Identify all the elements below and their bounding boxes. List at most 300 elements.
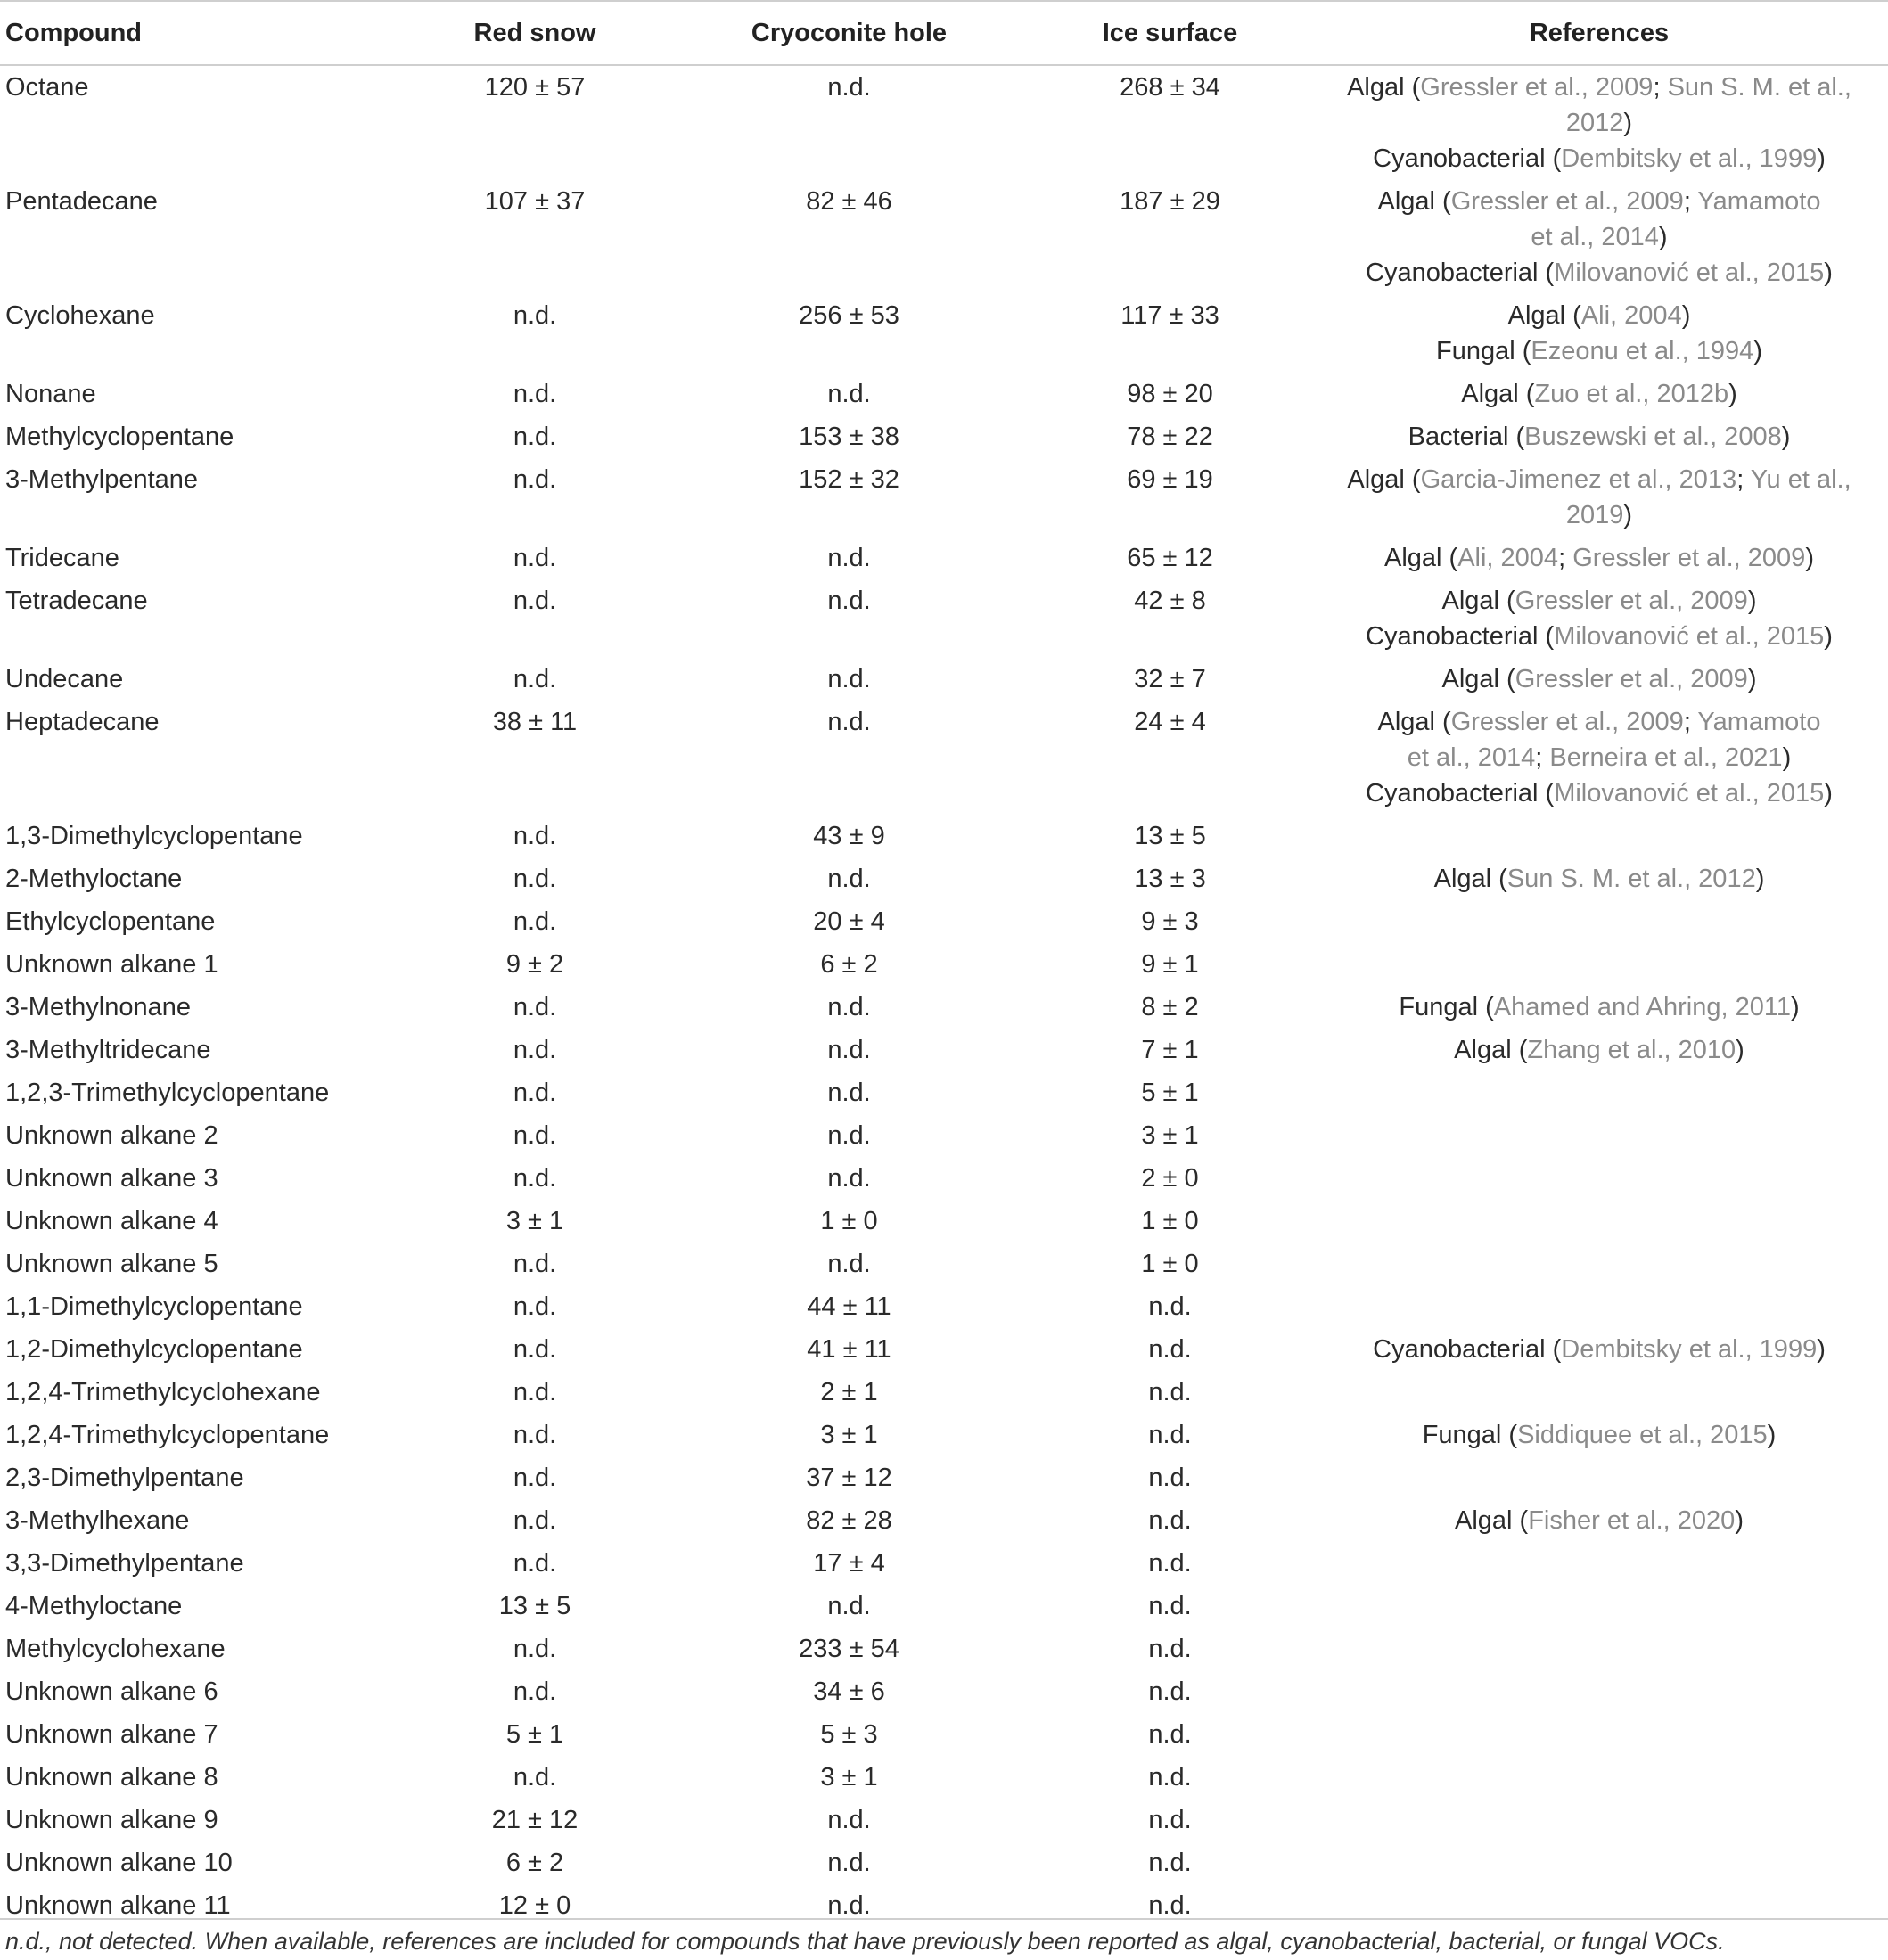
table-row — [0, 815, 1888, 857]
cell-cryoconite-hole: 17 ± 4 — [813, 1549, 885, 1578]
cell-red-snow: n.d. — [513, 1549, 557, 1578]
footnote: n.d., not detected. When available, references are included for compounds that have previously been reported as algal, cyanobacterial, bacterial, or fungal VOCs. — [5, 1928, 1725, 1955]
cell-cryoconite-hole: 6 ± 2 — [820, 950, 878, 979]
cell-ice-surface: n.d. — [1148, 1378, 1192, 1406]
reference-text: Algal ( — [1507, 301, 1581, 330]
reference-line — [1310, 861, 1888, 897]
reference-text: ; — [1683, 187, 1698, 216]
table-row — [0, 1542, 1888, 1585]
cell-ice-surface: n.d. — [1148, 1549, 1192, 1578]
cell-red-snow: n.d. — [513, 865, 557, 893]
cell-references — [1310, 857, 1888, 900]
reference-line — [1310, 540, 1888, 576]
cell-compound: 1,2-Dimethylcyclopentane — [5, 1335, 303, 1364]
cell-cryoconite-hole: 37 ± 12 — [806, 1464, 892, 1492]
citation-link[interactable]: Buszewski et al., 2008 — [1524, 422, 1782, 451]
cell-red-snow: 9 ± 2 — [505, 950, 564, 979]
reference-text: ) — [1681, 301, 1691, 330]
reference-text: ) — [1747, 665, 1757, 693]
cell-ice-surface: 13 ± 3 — [1134, 865, 1206, 893]
citation-link[interactable]: Siddiquee et al., 2015 — [1517, 1421, 1768, 1449]
reference-text: ) — [1805, 544, 1814, 572]
cell-cryoconite-hole: 1 ± 0 — [820, 1207, 878, 1235]
cell-red-snow: n.d. — [513, 822, 557, 850]
table-row — [0, 900, 1888, 943]
citation-link[interactable]: Ezeonu et al., 1994 — [1531, 337, 1754, 365]
table-row — [0, 943, 1888, 986]
reference-line — [1310, 775, 1888, 811]
cell-ice-surface: 13 ± 5 — [1134, 822, 1206, 850]
cell-compound: Unknown alkane 5 — [5, 1250, 218, 1278]
cell-compound: Unknown alkane 3 — [5, 1164, 218, 1193]
cell-cryoconite-hole: 152 ± 32 — [799, 465, 899, 494]
cell-ice-surface: 69 ± 19 — [1127, 465, 1213, 494]
citation-link[interactable]: et al., 2014 — [1531, 223, 1659, 251]
cell-references — [1310, 294, 1888, 373]
cell-references — [1310, 458, 1888, 537]
cell-references — [1310, 1414, 1888, 1456]
cell-cryoconite-hole: n.d. — [827, 544, 871, 572]
citation-link[interactable]: Fisher et al., 2020 — [1528, 1506, 1736, 1535]
cell-red-snow: n.d. — [513, 1292, 557, 1321]
citation-link[interactable]: Zhang et al., 2010 — [1527, 1036, 1736, 1064]
reference-text: Algal ( — [1377, 187, 1451, 216]
cell-references — [1310, 180, 1888, 294]
cell-compound: Unknown alkane 9 — [5, 1806, 218, 1834]
cell-references — [1310, 1628, 1888, 1670]
table-row — [0, 180, 1888, 294]
reference-text: ) — [1790, 993, 1800, 1021]
cell-references — [1310, 1371, 1888, 1414]
cell-ice-surface: n.d. — [1148, 1677, 1192, 1706]
cell-ice-surface: 32 ± 7 — [1134, 665, 1206, 693]
cell-ice-surface: 2 ± 0 — [1141, 1164, 1199, 1193]
table-row — [0, 1029, 1888, 1071]
table-row — [0, 1114, 1888, 1157]
cell-ice-surface: 24 ± 4 — [1134, 708, 1206, 736]
table-row — [0, 1456, 1888, 1499]
table-row — [0, 1071, 1888, 1114]
citation-link[interactable]: Milovanović et al., 2015 — [1554, 779, 1825, 808]
cell-ice-surface: 117 ± 33 — [1120, 301, 1219, 330]
citation-link[interactable]: Gressler et al., 2009 — [1515, 665, 1748, 693]
cell-red-snow: n.d. — [513, 1677, 557, 1706]
cell-compound: Nonane — [5, 380, 96, 408]
cell-references — [1310, 1499, 1888, 1542]
cell-red-snow: 107 ± 37 — [484, 187, 586, 216]
cell-red-snow: n.d. — [513, 380, 557, 408]
cell-red-snow: n.d. — [513, 1078, 557, 1107]
cell-references — [1310, 1799, 1888, 1841]
cell-compound: 2-Methyloctane — [5, 865, 183, 893]
table-row — [0, 415, 1888, 458]
reference-line — [1310, 141, 1888, 176]
citation-link[interactable]: Ali, 2004 — [1457, 544, 1559, 572]
reference-line — [1310, 740, 1888, 775]
reference-text: Cyanobacterial ( — [1373, 1335, 1562, 1364]
cell-cryoconite-hole: n.d. — [827, 73, 871, 102]
reference-text: ) — [1755, 865, 1765, 893]
reference-text: Algal ( — [1384, 544, 1458, 572]
table-row — [0, 658, 1888, 701]
reference-text: ) — [1753, 337, 1762, 365]
cell-ice-surface: 8 ± 2 — [1141, 993, 1199, 1021]
reference-text: Fungal ( — [1436, 337, 1531, 365]
reference-text: ; — [1736, 465, 1751, 494]
header-compound: Compound — [0, 1, 401, 65]
reference-text: ) — [1623, 109, 1633, 137]
cell-compound: 1,1-Dimethylcyclopentane — [5, 1292, 303, 1321]
cell-red-snow: 3 ± 1 — [505, 1207, 564, 1235]
reference-text: ) — [1736, 1036, 1744, 1064]
header-row — [0, 1, 1888, 65]
citation-link[interactable]: Gressler et al., 2009 — [1420, 73, 1654, 102]
table-row — [0, 458, 1888, 537]
cell-compound: Unknown alkane 2 — [5, 1121, 218, 1150]
cell-references — [1310, 1200, 1888, 1242]
cell-compound: Pentadecane — [5, 187, 158, 216]
cell-red-snow: 12 ± 0 — [498, 1891, 571, 1920]
cell-red-snow: 6 ± 2 — [505, 1849, 564, 1877]
table-row — [0, 857, 1888, 900]
cell-cryoconite-hole: n.d. — [827, 1250, 871, 1278]
reference-text: Fungal ( — [1399, 993, 1494, 1021]
cell-red-snow: n.d. — [513, 993, 557, 1021]
cell-ice-surface: 9 ± 1 — [1141, 950, 1199, 979]
cell-compound: 3-Methylnonane — [5, 993, 191, 1021]
cell-references — [1310, 1157, 1888, 1200]
cell-compound: 1,2,3-Trimethylcyclopentane — [5, 1078, 330, 1107]
reference-line — [1310, 376, 1888, 412]
header-red-snow: Red snow — [401, 1, 669, 65]
reference-line — [1310, 184, 1888, 219]
table-row — [0, 537, 1888, 579]
cell-ice-surface: n.d. — [1148, 1849, 1192, 1877]
cell-cryoconite-hole: 20 ± 4 — [813, 907, 885, 936]
cell-cryoconite-hole: 34 ± 6 — [813, 1677, 885, 1706]
table-row — [0, 1628, 1888, 1670]
table-row — [0, 1884, 1888, 1934]
reference-line — [1310, 70, 1888, 105]
header-ice-surface: Ice surface — [1030, 1, 1310, 65]
cell-compound: Methylcyclohexane — [5, 1635, 226, 1663]
citation-link[interactable]: Milovanović et al., 2015 — [1554, 622, 1825, 651]
cell-cryoconite-hole: 256 ± 53 — [799, 301, 899, 330]
cell-compound: Unknown alkane 10 — [5, 1849, 233, 1877]
cell-ice-surface: 98 ± 20 — [1127, 380, 1213, 408]
cell-ice-surface: n.d. — [1148, 1292, 1192, 1321]
citation-link[interactable]: Ahamed and Ahring, 2011 — [1493, 993, 1791, 1021]
table-row — [0, 65, 1888, 180]
cell-cryoconite-hole: n.d. — [827, 586, 871, 615]
reference-line — [1310, 219, 1888, 255]
cell-compound: Ethylcyclopentane — [5, 907, 216, 936]
cell-references — [1310, 815, 1888, 857]
cell-red-snow: n.d. — [513, 1378, 557, 1406]
cell-red-snow: 5 ± 1 — [505, 1720, 564, 1749]
citation-link[interactable]: Yamamoto — [1697, 708, 1821, 736]
cell-cryoconite-hole: 41 ± 11 — [807, 1335, 891, 1364]
citation-link[interactable]: Yamamoto — [1697, 187, 1821, 216]
citation-link[interactable]: Ali, 2004 — [1580, 301, 1682, 330]
reference-text: Cyanobacterial ( — [1366, 622, 1555, 651]
citation-link[interactable]: Dembitsky et al., 1999 — [1561, 1335, 1818, 1364]
reference-line — [1310, 462, 1888, 497]
table-row — [0, 1328, 1888, 1371]
cell-compound: Unknown alkane 1 — [5, 950, 218, 979]
cell-cryoconite-hole: n.d. — [827, 1078, 871, 1107]
reference-text: Algal ( — [1441, 586, 1515, 615]
citation-link[interactable]: Yu et al., — [1750, 465, 1851, 494]
cell-ice-surface: 65 ± 12 — [1127, 544, 1213, 572]
cell-ice-surface: n.d. — [1148, 1421, 1192, 1449]
cell-compound: Undecane — [5, 665, 124, 693]
cell-red-snow: n.d. — [513, 1763, 557, 1792]
cell-cryoconite-hole: n.d. — [827, 665, 871, 693]
cell-red-snow: n.d. — [513, 1250, 557, 1278]
cell-compound: 2,3-Dimethylpentane — [5, 1464, 244, 1492]
cell-references — [1310, 579, 1888, 658]
cell-ice-surface: n.d. — [1148, 1592, 1192, 1620]
reference-text: ) — [1623, 501, 1633, 529]
header-cryoconite-hole: Cryoconite hole — [669, 1, 1030, 65]
cell-compound: 3-Methylhexane — [5, 1506, 190, 1535]
cell-ice-surface: n.d. — [1148, 1335, 1192, 1364]
citation-link[interactable]: Dembitsky et al., 1999 — [1561, 144, 1818, 173]
reference-text: ; — [1558, 544, 1573, 572]
cell-red-snow: 13 ± 5 — [498, 1592, 571, 1620]
cell-references — [1310, 1542, 1888, 1585]
cell-cryoconite-hole: 43 ± 9 — [813, 822, 885, 850]
table-row — [0, 1200, 1888, 1242]
cell-compound: Tridecane — [5, 544, 119, 572]
cell-red-snow: n.d. — [513, 544, 557, 572]
reference-text: ) — [1782, 743, 1792, 772]
cell-references — [1310, 1585, 1888, 1628]
reference-line — [1310, 1503, 1888, 1538]
table-row — [0, 1371, 1888, 1414]
reference-text: ) — [1767, 1421, 1777, 1449]
cell-compound: Heptadecane — [5, 708, 160, 736]
cell-references — [1310, 1328, 1888, 1371]
table-row — [0, 1414, 1888, 1456]
cell-red-snow: n.d. — [513, 1506, 557, 1535]
cell-compound: Tetradecane — [5, 586, 148, 615]
cell-red-snow: n.d. — [513, 1421, 557, 1449]
reference-text: ) — [1817, 144, 1826, 173]
cell-red-snow: n.d. — [513, 465, 557, 494]
cell-ice-surface: 78 ± 22 — [1127, 422, 1213, 451]
citation-link[interactable]: Sun S. M. et al., 2012 — [1506, 865, 1756, 893]
citation-link[interactable]: Gressler et al., 2009 — [1515, 586, 1748, 615]
reference-text: ) — [1817, 1335, 1826, 1364]
reference-line — [1310, 1332, 1888, 1367]
cell-cryoconite-hole: 82 ± 28 — [806, 1506, 892, 1535]
table-row — [0, 1499, 1888, 1542]
reference-text: Cyanobacterial ( — [1366, 779, 1555, 808]
cell-ice-surface: 1 ± 0 — [1141, 1207, 1199, 1235]
reference-text: Algal ( — [1433, 865, 1507, 893]
cell-red-snow: n.d. — [513, 586, 557, 615]
cell-compound: 3-Methyltridecane — [5, 1036, 211, 1064]
reference-text: Bacterial ( — [1408, 422, 1525, 451]
citation-link[interactable]: Gressler et al., 2009 — [1450, 708, 1684, 736]
cell-ice-surface: 268 ± 34 — [1120, 73, 1220, 102]
table-row — [0, 986, 1888, 1029]
cell-cryoconite-hole: n.d. — [827, 1121, 871, 1150]
cell-references — [1310, 65, 1888, 180]
table-row — [0, 1585, 1888, 1628]
cell-references — [1310, 900, 1888, 943]
cell-ice-surface: 3 ± 1 — [1141, 1121, 1199, 1150]
cell-cryoconite-hole: 82 ± 46 — [806, 187, 892, 216]
cell-ice-surface: 7 ± 1 — [1141, 1036, 1199, 1064]
cell-references — [1310, 1285, 1888, 1328]
cell-cryoconite-hole: 2 ± 1 — [820, 1378, 878, 1406]
reference-line — [1310, 989, 1888, 1025]
cell-references — [1310, 1670, 1888, 1713]
table-row — [0, 701, 1888, 815]
reference-text: Algal ( — [1347, 73, 1421, 102]
footer-divider — [0, 1918, 1888, 1920]
cell-ice-surface: n.d. — [1148, 1506, 1192, 1535]
reference-text: Algal ( — [1377, 708, 1451, 736]
table-row — [0, 1242, 1888, 1285]
cell-cryoconite-hole: n.d. — [827, 380, 871, 408]
citation-link[interactable]: Zuo et al., 2012b — [1534, 380, 1729, 408]
reference-text: Cyanobacterial ( — [1373, 144, 1562, 173]
cell-cryoconite-hole: n.d. — [827, 1849, 871, 1877]
cell-references — [1310, 701, 1888, 815]
cell-compound: Unknown alkane 11 — [5, 1891, 231, 1920]
header-references: References — [1310, 1, 1888, 65]
cell-compound: 3,3-Dimethylpentane — [5, 1549, 244, 1578]
table-row — [0, 1670, 1888, 1713]
cell-ice-surface: 187 ± 29 — [1120, 187, 1220, 216]
table-row — [0, 373, 1888, 415]
cell-ice-surface: n.d. — [1148, 1806, 1192, 1834]
cell-red-snow: n.d. — [513, 1635, 557, 1663]
reference-text: ) — [1747, 586, 1757, 615]
cell-compound: Methylcyclopentane — [5, 422, 234, 451]
citation-link[interactable]: Garcia-Jimenez et al., 2013 — [1420, 465, 1737, 494]
reference-text: Fungal ( — [1422, 1421, 1518, 1449]
cell-ice-surface: 9 ± 3 — [1141, 907, 1199, 936]
cell-compound: Cyclohexane — [5, 301, 155, 330]
table-row — [0, 1841, 1888, 1884]
cell-ice-surface: n.d. — [1148, 1635, 1192, 1663]
reference-text: Algal ( — [1461, 380, 1535, 408]
citation-link[interactable]: 2019 — [1565, 501, 1624, 529]
cell-references — [1310, 373, 1888, 415]
citation-link[interactable]: Berneira et al., 2021 — [1549, 743, 1783, 772]
reference-text: ) — [1735, 1506, 1744, 1535]
citation-link[interactable]: Milovanović et al., 2015 — [1554, 258, 1825, 287]
reference-line — [1310, 333, 1888, 369]
citation-link[interactable]: et al., 2014 — [1407, 743, 1536, 772]
reference-line — [1310, 419, 1888, 455]
table-row — [0, 1756, 1888, 1799]
cell-references — [1310, 1456, 1888, 1499]
cell-ice-surface: n.d. — [1148, 1720, 1192, 1749]
reference-text: ) — [1824, 258, 1833, 287]
reference-text: Algal ( — [1441, 665, 1515, 693]
cell-cryoconite-hole: 44 ± 11 — [807, 1292, 891, 1321]
cell-red-snow: n.d. — [513, 301, 557, 330]
cell-cryoconite-hole: n.d. — [827, 1806, 871, 1834]
cell-red-snow: 120 ± 57 — [484, 73, 586, 102]
cell-red-snow: 38 ± 11 — [492, 708, 578, 736]
table-row — [0, 1285, 1888, 1328]
citation-link[interactable]: Sun S. M. et al., — [1667, 73, 1851, 102]
reference-line — [1310, 619, 1888, 654]
cell-compound: Unknown alkane 6 — [5, 1677, 218, 1706]
reference-text: ) — [1781, 422, 1791, 451]
reference-text: ) — [1728, 380, 1737, 408]
table-body — [0, 65, 1888, 1934]
reference-line — [1310, 497, 1888, 533]
cell-compound: Unknown alkane 8 — [5, 1763, 218, 1792]
cell-compound: 1,2,4-Trimethylcyclopentane — [5, 1421, 330, 1449]
reference-line — [1310, 298, 1888, 333]
cell-cryoconite-hole: n.d. — [827, 1164, 871, 1193]
table-row — [0, 1157, 1888, 1200]
reference-line — [1310, 255, 1888, 291]
cell-ice-surface: 5 ± 1 — [1141, 1078, 1199, 1107]
cell-cryoconite-hole: n.d. — [827, 865, 871, 893]
cell-ice-surface: 42 ± 8 — [1134, 586, 1206, 615]
table-row — [0, 1713, 1888, 1756]
reference-text: Cyanobacterial ( — [1366, 258, 1555, 287]
cell-references — [1310, 943, 1888, 986]
cell-red-snow: n.d. — [513, 1464, 557, 1492]
reference-text: ) — [1658, 223, 1668, 251]
cell-cryoconite-hole: n.d. — [827, 708, 871, 736]
cell-red-snow: n.d. — [513, 1036, 557, 1064]
table-row — [0, 1799, 1888, 1841]
cell-cryoconite-hole: 3 ± 1 — [820, 1763, 878, 1792]
cell-red-snow: n.d. — [513, 1121, 557, 1150]
table-header — [0, 1, 1888, 65]
cell-ice-surface: n.d. — [1148, 1464, 1192, 1492]
cell-red-snow: n.d. — [513, 665, 557, 693]
citation-link[interactable]: 2012 — [1565, 109, 1624, 137]
cell-cryoconite-hole: n.d. — [827, 1891, 871, 1920]
cell-red-snow: 21 ± 12 — [491, 1806, 579, 1834]
cell-ice-surface: 1 ± 0 — [1141, 1250, 1199, 1278]
cell-references — [1310, 986, 1888, 1029]
reference-text: ) — [1824, 622, 1833, 651]
citation-link[interactable]: Gressler et al., 2009 — [1572, 544, 1806, 572]
cell-references — [1310, 1029, 1888, 1071]
citation-link[interactable]: Gressler et al., 2009 — [1450, 187, 1684, 216]
reference-text: ) — [1824, 779, 1833, 808]
cell-references — [1310, 537, 1888, 579]
table-row — [0, 579, 1888, 658]
cell-red-snow: n.d. — [513, 422, 557, 451]
cell-red-snow: n.d. — [513, 907, 557, 936]
reference-text: ; — [1683, 708, 1698, 736]
cell-cryoconite-hole: n.d. — [827, 993, 871, 1021]
cell-cryoconite-hole: 3 ± 1 — [820, 1421, 878, 1449]
cell-red-snow: n.d. — [513, 1335, 557, 1364]
cell-compound: 1,2,4-Trimethylcyclohexane — [5, 1378, 321, 1406]
cell-compound: Unknown alkane 7 — [5, 1720, 218, 1749]
cell-references — [1310, 1884, 1888, 1934]
reference-line — [1310, 704, 1888, 740]
cell-compound: 4-Methyloctane — [5, 1592, 183, 1620]
reference-text: Algal ( — [1454, 1036, 1528, 1064]
